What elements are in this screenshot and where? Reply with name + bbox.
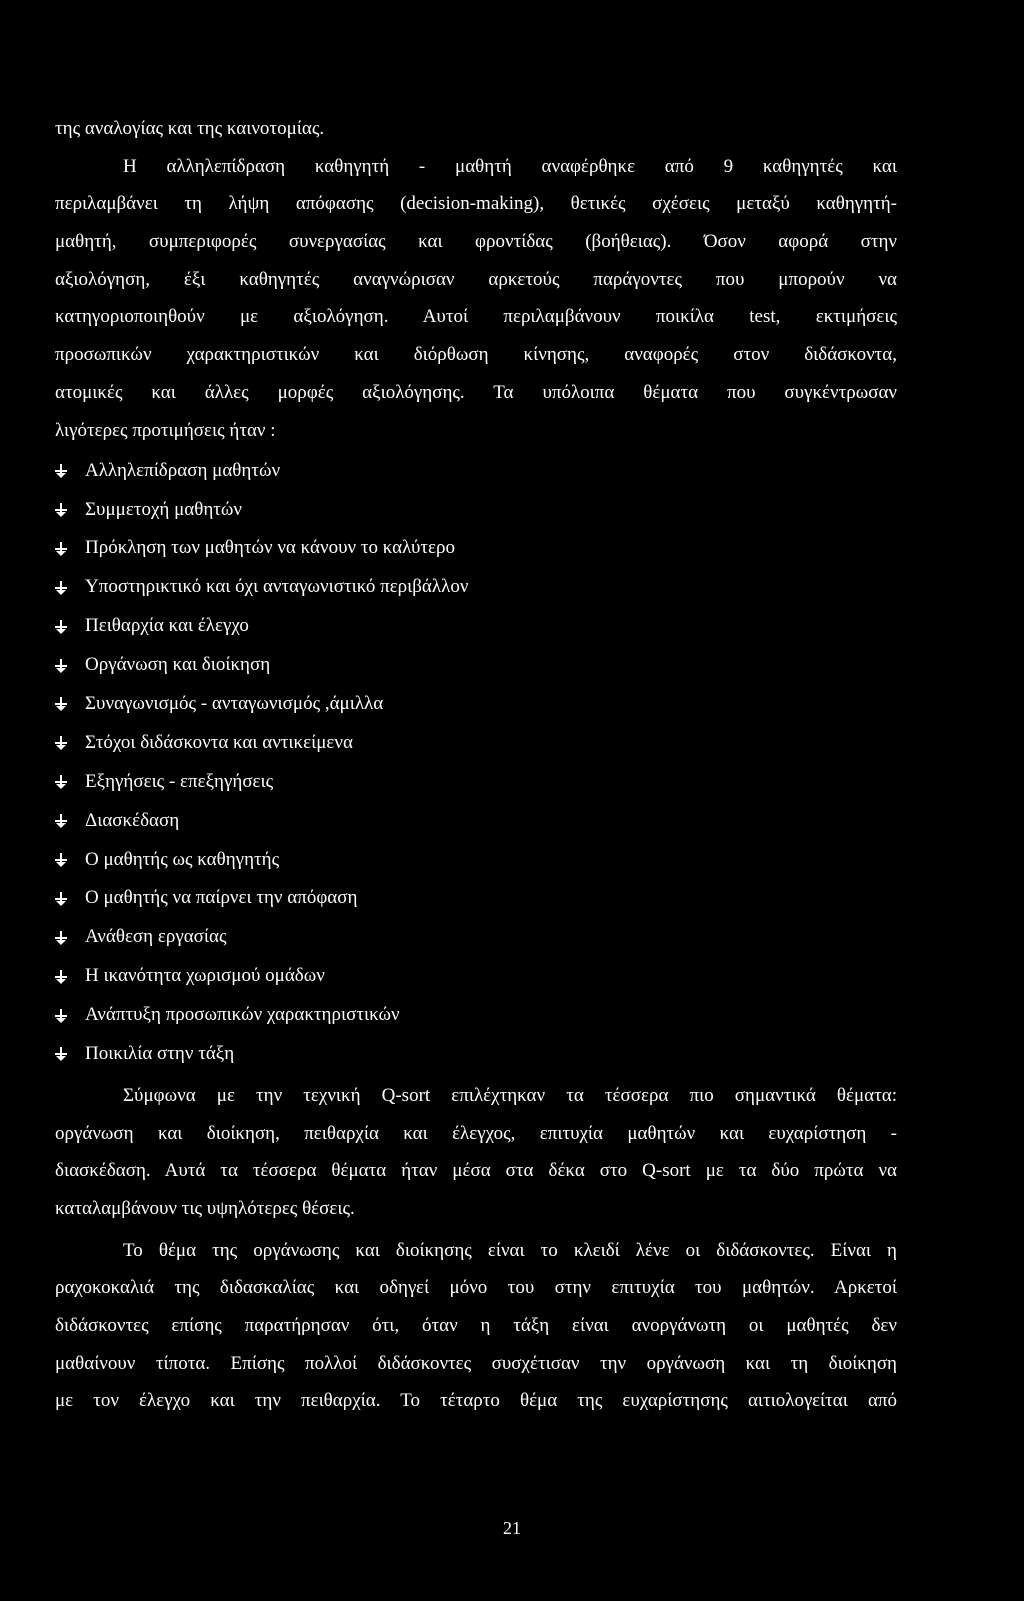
page-content: [55, 110, 897, 1420]
paragraph-teacher-student-interaction: [55, 148, 897, 450]
paragraph-line: διασκέδαση. Αυτά τα τέσσερα θέματα ήταν μέσα στα δέκα στο Q-sort με τα δύο πρώτα να: [55, 1160, 897, 1182]
bullet-text: Ο μαθητής να παίρνει την απόφαση: [85, 887, 358, 909]
bullet-text: Ο μαθητής ως καθηγητής: [85, 848, 280, 870]
paragraph-line: οργάνωση και διοίκηση, πειθαρχία και έλεγχος, επιτυχία μαθητών και ευχαρίστηση -: [55, 1122, 897, 1144]
arrow-down-bullet-icon: [55, 697, 85, 711]
list-item: [55, 452, 897, 491]
list-item: [55, 841, 897, 880]
arrow-down-bullet-icon: [55, 620, 85, 634]
paragraph-line: μαθαίνουν τίποτα. Επίσης πολλοί διδάσκοντες συσχέτισαν την οργάνωση και τη διοίκηση: [55, 1352, 897, 1374]
bullet-text: Η ικανότητα χωρισμού ομάδων: [85, 965, 325, 987]
bullet-text: Στόχοι διδάσκοντα και αντικείμενα: [85, 731, 353, 753]
arrow-down-bullet-icon: [55, 1047, 85, 1061]
paragraph-line: μαθητή, συμπεριφορές συνεργασίας και φροντίδας (βοήθειας). Όσον αφορά στην: [55, 231, 897, 253]
arrow-down-bullet-icon: [55, 970, 85, 984]
list-item: [55, 996, 897, 1035]
paragraph-line: κατηγοριοποιηθούν με αξιολόγηση. Αυτοί περιλαμβάνουν ποικίλα test, εκτιμήσεις: [55, 306, 897, 328]
list-item: [55, 763, 897, 802]
paragraph-line: προσωπικών χαρακτηριστικών και διόρθωση κίνησης, αναφορές στον διδάσκοντα,: [55, 344, 897, 366]
arrow-down-bullet-icon: [55, 931, 85, 945]
list-item: [55, 685, 897, 724]
arrow-down-bullet-icon: [55, 736, 85, 750]
paragraph-line: αξιολόγηση, έξι καθηγητές αναγνώρισαν αρκετούς παράγοντες που μπορούν να: [55, 268, 897, 290]
list-item: [55, 1035, 897, 1074]
arrow-down-bullet-icon: [55, 814, 85, 828]
arrow-down-bullet-icon: [55, 659, 85, 673]
arrow-down-bullet-icon: [55, 853, 85, 867]
paragraph-line: ραχοκοκαλιά της διδασκαλίας και οδηγεί μόνο του στην επιτυχία του μαθητών. Αρκετοί: [55, 1277, 897, 1299]
arrow-down-bullet-icon: [55, 892, 85, 906]
arrow-down-bullet-icon: [55, 775, 85, 789]
paragraph-organization-management: [55, 1232, 897, 1420]
paragraph-line: ατομικές και άλλες μορφές αξιολόγησης. Τα υπόλοιπα θέματα που συγκέντρωσαν: [55, 381, 897, 403]
topics-bullet-list: [55, 452, 897, 1074]
list-item: [55, 724, 897, 763]
paragraph-line: Η αλληλεπίδραση καθηγητή - μαθητή αναφέρθηκε από 9 καθηγητές και: [123, 155, 897, 177]
list-item: [55, 646, 897, 685]
bullet-text: Πρόκληση των μαθητών να κάνουν το καλύτερο: [85, 537, 455, 559]
bullet-text: Συμμετοχή μαθητών: [85, 498, 242, 520]
bullet-text: Οργάνωση και διοίκηση: [85, 654, 271, 676]
arrow-down-bullet-icon: [55, 581, 85, 595]
list-item: [55, 918, 897, 957]
paragraph-line: με τον έλεγχο και την πειθαρχία. Το τέταρτο θέμα της ευχαρίστησης αιτιολογείται από: [55, 1390, 897, 1412]
list-item: [55, 607, 897, 646]
bullet-text: Αλληλεπίδραση μαθητών: [85, 459, 281, 481]
list-item: [55, 957, 897, 996]
paragraph-line: περιλαμβάνει τη λήψη απόφασης (decision-making), θετικές σχέσεις μεταξύ καθηγητή-: [55, 193, 897, 215]
page-number: 21: [503, 1518, 521, 1538]
arrow-down-bullet-icon: [55, 464, 85, 478]
paragraph-line: διδάσκοντες επίσης παρατήρησαν ότι, όταν η τάξη είναι ανοργάνωτη οι μαθητές δεν: [55, 1315, 897, 1337]
paragraph-line: καταλαμβάνουν τις υψηλότερες θέσεις.: [55, 1198, 355, 1219]
list-item: [55, 568, 897, 607]
paragraph-q-sort-results: [55, 1077, 897, 1228]
bullet-text: Ανάπτυξη προσωπικών χαρακτηριστικών: [85, 1004, 400, 1026]
arrow-down-bullet-icon: [55, 1009, 85, 1023]
arrow-down-bullet-icon: [55, 503, 85, 517]
bullet-text: Υποστηρικτικό και όχι ανταγωνιστικό περιβάλλον: [85, 576, 469, 598]
list-item: [55, 529, 897, 568]
paragraph-line: Σύμφωνα με την τεχνική Q-sort επιλέχτηκαν τα τέσσερα πιο σημαντικά θέματα:: [123, 1084, 897, 1106]
list-item: [55, 879, 897, 918]
bullet-text: Πειθαρχία και έλεγχο: [85, 615, 249, 637]
bullet-text: Συναγωνισμός - ανταγωνισμός ,άμιλλα: [85, 693, 384, 715]
continuation-line: της αναλογίας και της καινοτομίας.: [55, 118, 325, 139]
bullet-text: Εξηγήσεις - επεξηγήσεις: [85, 770, 274, 792]
paragraph-line: λιγότερες προτιμήσεις ήταν :: [55, 419, 276, 441]
bullet-text: Ανάθεση εργασίας: [85, 926, 227, 948]
bullet-text: Ποικιλία στην τάξη: [85, 1043, 235, 1065]
paragraph-line: Το θέμα της οργάνωσης και διοίκησης είναι το κλειδί λένε οι διδάσκοντες. Είναι η: [123, 1239, 897, 1261]
list-item: [55, 491, 897, 530]
arrow-down-bullet-icon: [55, 542, 85, 556]
bullet-text: Διασκέδαση: [85, 809, 180, 831]
list-item: [55, 802, 897, 841]
